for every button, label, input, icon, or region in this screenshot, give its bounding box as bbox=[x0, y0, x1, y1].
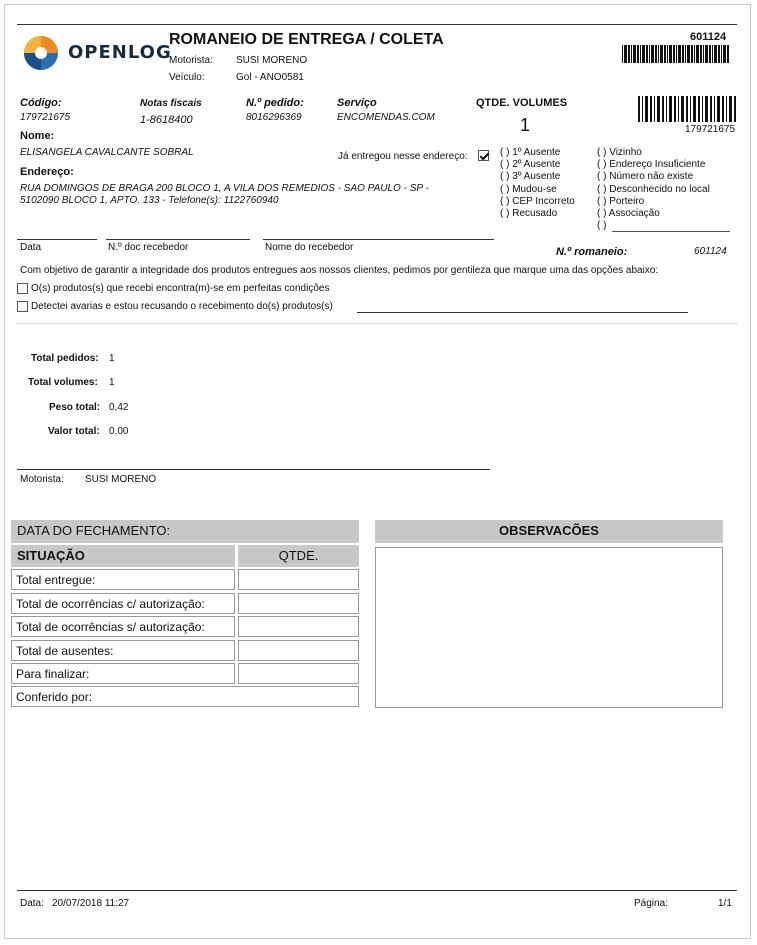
barcode-bar bbox=[655, 45, 657, 63]
barcode-bar bbox=[718, 45, 720, 63]
order-barcode bbox=[638, 96, 738, 122]
barcode-bar bbox=[691, 45, 693, 63]
situacao-row-label: Total de ocorrências s/ autorização: bbox=[11, 616, 235, 637]
romaneio-barcode bbox=[622, 45, 732, 63]
barcode-bar bbox=[709, 45, 711, 63]
occurrence-option[interactable]: ( ) Endereço Insuficiente bbox=[597, 159, 706, 171]
barcode-bar bbox=[624, 45, 627, 63]
condition-ok-label: O(s) produtos(s) que recebi encontra(m)-se em perfeitas condições bbox=[31, 283, 330, 294]
barcode-number: 179721675 bbox=[685, 124, 736, 135]
barcode-bar bbox=[705, 45, 708, 63]
ja-entregou-label: Já entregou nesse endereço: bbox=[338, 151, 468, 162]
barcode-bar bbox=[651, 45, 654, 63]
fechamento-header: DATA DO FECHAMENTO: bbox=[11, 520, 359, 543]
romaneio-label: N.º romaneio: bbox=[556, 246, 628, 258]
footer-pagina-label: Página: bbox=[634, 898, 668, 909]
barcode-bar bbox=[673, 45, 675, 63]
barcode-bar bbox=[669, 96, 672, 122]
barcode-bar bbox=[654, 96, 655, 122]
barcode-bar bbox=[727, 45, 729, 63]
barcode-bar bbox=[678, 96, 679, 122]
occurrence-option[interactable]: ( ) Associação bbox=[597, 208, 660, 220]
barcode-bar bbox=[693, 96, 696, 122]
nome-label: Nome: bbox=[20, 130, 55, 142]
damage-refuse-label: Detectei avarias e estou recusando o recebimento do(s) produtos(s) bbox=[31, 301, 333, 312]
condition-ok-checkbox[interactable] bbox=[17, 283, 28, 294]
endereco-label: Endereço: bbox=[20, 166, 74, 178]
barcode-bar bbox=[717, 96, 720, 122]
pedido-label: N.º pedido: bbox=[246, 97, 304, 109]
damage-refuse-checkbox[interactable] bbox=[17, 301, 28, 312]
occurrence-option[interactable]: ( ) Número não existe bbox=[597, 171, 694, 183]
barcode-bar bbox=[700, 45, 702, 63]
barcode-bar bbox=[702, 96, 703, 122]
integrity-notice: Com objetivo de garantir a integridade dos produtos entregues aos nossos clientes, pedimos por gentileza que marque uma das opções abaixo: bbox=[20, 265, 659, 276]
barcode-bar bbox=[721, 45, 722, 63]
barcode-bar bbox=[650, 96, 652, 122]
top-rule bbox=[17, 24, 737, 25]
occurrence-option[interactable]: ( ) 3º Ausente bbox=[500, 171, 561, 183]
occurrence-option[interactable]: ( ) Desconhecido no local bbox=[597, 183, 710, 195]
barcode-bar bbox=[703, 45, 704, 63]
data-label: Data bbox=[20, 242, 42, 253]
footer-rule bbox=[17, 890, 737, 891]
barcode-bar bbox=[649, 45, 650, 63]
occurrence-option[interactable]: ( ) CEP Incorreto bbox=[500, 195, 575, 207]
valor-total-label: Valor total: bbox=[48, 426, 100, 437]
barcode-bar bbox=[628, 45, 630, 63]
observacoes-textarea[interactable] bbox=[375, 547, 723, 708]
pedido-value: 8016296369 bbox=[246, 112, 302, 123]
occurrence-option[interactable]: ( ) Porteiro bbox=[597, 195, 645, 207]
endereco-line-1: RUA DOMINGOS DE BRAGA 200 BLOCO 1, A VILA DOS REMEDIOS - SAO PAULO - SP - bbox=[20, 183, 429, 194]
barcode-bar bbox=[734, 96, 736, 122]
peso-total-value: 0,42 bbox=[109, 402, 129, 413]
barcode-bar bbox=[631, 45, 632, 63]
situacao-row-label: Total entregue: bbox=[11, 569, 235, 590]
occurrence-option-other[interactable]: ( ) bbox=[597, 220, 607, 232]
qtde-input[interactable] bbox=[238, 663, 359, 684]
total-volumes-label: Total volumes: bbox=[28, 377, 98, 388]
barcode-bar bbox=[685, 45, 686, 63]
document-title: ROMANEIO DE ENTREGA / COLETA bbox=[169, 31, 444, 48]
barcode-bar bbox=[674, 96, 676, 122]
occurrence-option[interactable]: ( ) 1º Ausente bbox=[500, 147, 561, 158]
barcode-bar bbox=[642, 96, 643, 122]
occurrence-option[interactable]: ( ) Vizinho bbox=[597, 147, 642, 158]
romaneio-number: 601124 bbox=[690, 31, 727, 43]
qtde-input[interactable] bbox=[238, 616, 359, 637]
barcode-bar bbox=[722, 96, 724, 122]
other-occurrence-line bbox=[612, 231, 730, 232]
volumes-label: QTDE. VOLUMES bbox=[476, 97, 568, 109]
situacao-row-label: Total de ausentes: bbox=[11, 640, 235, 661]
doc-recebedor-label: N.º doc recebedor bbox=[108, 242, 189, 253]
data-signature-line bbox=[17, 239, 97, 240]
barcode-bar bbox=[686, 96, 688, 122]
doc-signature-line bbox=[106, 239, 250, 240]
valor-total-value: 0,00 bbox=[109, 426, 129, 437]
nome-value: ELISANGELA CAVALCANTE SOBRAL bbox=[20, 147, 194, 158]
situacao-row-label: Para finalizar: bbox=[11, 663, 235, 684]
barcode-bar bbox=[726, 96, 727, 122]
nome-signature-line bbox=[263, 239, 494, 240]
total-pedidos-value: 1 bbox=[109, 353, 115, 364]
barcode-bar bbox=[658, 45, 659, 63]
barcode-bar bbox=[642, 45, 645, 63]
motorista-label: Motorista: bbox=[169, 55, 213, 66]
section-divider bbox=[17, 323, 737, 324]
notas-label: Notas fiscais bbox=[140, 98, 202, 109]
barcode-bar bbox=[723, 45, 726, 63]
occurrences-right-list bbox=[597, 147, 710, 232]
signature-motorista-value: SUSI MORENO bbox=[85, 474, 157, 485]
barcode-bar bbox=[660, 45, 663, 63]
veiculo-label: Veículo: bbox=[169, 72, 205, 83]
footer-data-label: Data: bbox=[20, 898, 44, 909]
occurrence-option[interactable]: ( ) 2º Ausente bbox=[500, 159, 561, 171]
barcode-bar bbox=[681, 96, 684, 122]
veiculo-value: Gol - ANO0581 bbox=[236, 72, 304, 83]
qtde-input[interactable] bbox=[238, 569, 359, 590]
conferido-por-field[interactable]: Conferido por: bbox=[11, 686, 359, 707]
barcode-bar bbox=[622, 45, 623, 63]
occurrence-option[interactable]: ( ) Recusado bbox=[500, 208, 558, 220]
document-page bbox=[4, 4, 751, 939]
barcode-bar bbox=[710, 96, 712, 122]
footer-pagina-value: 1/1 bbox=[718, 898, 732, 909]
romaneio-value: 601124 bbox=[694, 246, 727, 257]
damage-description-line bbox=[357, 312, 688, 313]
codigo-value: 179721675 bbox=[20, 112, 71, 123]
logo-text: OPENLOG bbox=[68, 42, 172, 63]
barcode-bar bbox=[705, 96, 708, 122]
barcode-bar bbox=[714, 96, 715, 122]
barcode-bar bbox=[662, 96, 664, 122]
qtde-input[interactable] bbox=[238, 640, 359, 661]
qtde-input[interactable] bbox=[238, 593, 359, 614]
barcode-bar bbox=[646, 45, 648, 63]
barcode-bar bbox=[657, 96, 660, 122]
observacoes-header: OBSERVACÕES bbox=[375, 520, 723, 543]
barcode-bar bbox=[669, 45, 672, 63]
footer-data-value: 20/07/2018 11:27 bbox=[52, 898, 130, 909]
barcode-bar bbox=[678, 45, 681, 63]
openlog-logo-icon bbox=[22, 34, 60, 72]
codigo-label: Código: bbox=[20, 97, 62, 109]
barcode-bar bbox=[682, 45, 684, 63]
servico-label: Serviço bbox=[337, 97, 377, 109]
barcode-bar bbox=[638, 96, 640, 122]
servico-value: ENCOMENDAS.COM bbox=[337, 112, 435, 123]
barcode-bar bbox=[694, 45, 695, 63]
occurrence-option[interactable]: ( ) Mudou-se bbox=[500, 183, 557, 195]
barcode-bar bbox=[637, 45, 639, 63]
barcode-bar bbox=[640, 45, 641, 63]
notas-value: 1-8618400 bbox=[140, 114, 193, 126]
barcode-bar bbox=[714, 45, 717, 63]
barcode-bar bbox=[687, 45, 690, 63]
peso-total-label: Peso total: bbox=[49, 402, 101, 413]
barcode-bar bbox=[633, 45, 636, 63]
total-volumes-value: 1 bbox=[109, 377, 115, 388]
barcode-bar bbox=[712, 45, 713, 63]
ja-entregou-checkbox[interactable] bbox=[478, 150, 489, 161]
nome-recebedor-label: Nome do recebedor bbox=[265, 242, 354, 253]
signature-motorista-label: Motorista: bbox=[20, 474, 64, 485]
endereco-line-2: 5102090 BLOCO 1, APTO. 133 - Telefone(s): 1122760940 bbox=[20, 195, 279, 206]
motorista-value: SUSI MORENO bbox=[236, 55, 308, 66]
barcode-bar bbox=[690, 96, 691, 122]
situacao-row-label: Total de ocorrências c/ autorização: bbox=[11, 593, 235, 614]
total-pedidos-label: Total pedidos: bbox=[31, 353, 99, 364]
barcode-bar bbox=[664, 45, 666, 63]
barcode-bar bbox=[696, 45, 699, 63]
barcode-bar bbox=[666, 96, 667, 122]
barcode-bar bbox=[645, 96, 648, 122]
barcode-bar bbox=[698, 96, 700, 122]
barcode-bar bbox=[729, 96, 732, 122]
qtde-header: QTDE. bbox=[238, 545, 359, 567]
barcode-bar bbox=[667, 45, 668, 63]
barcode-bar bbox=[676, 45, 677, 63]
volumes-value: 1 bbox=[520, 115, 531, 135]
motorista-signature-line bbox=[17, 469, 490, 470]
situacao-header: SITUAÇÃO bbox=[11, 545, 235, 567]
occurrences-left-list bbox=[500, 147, 575, 220]
